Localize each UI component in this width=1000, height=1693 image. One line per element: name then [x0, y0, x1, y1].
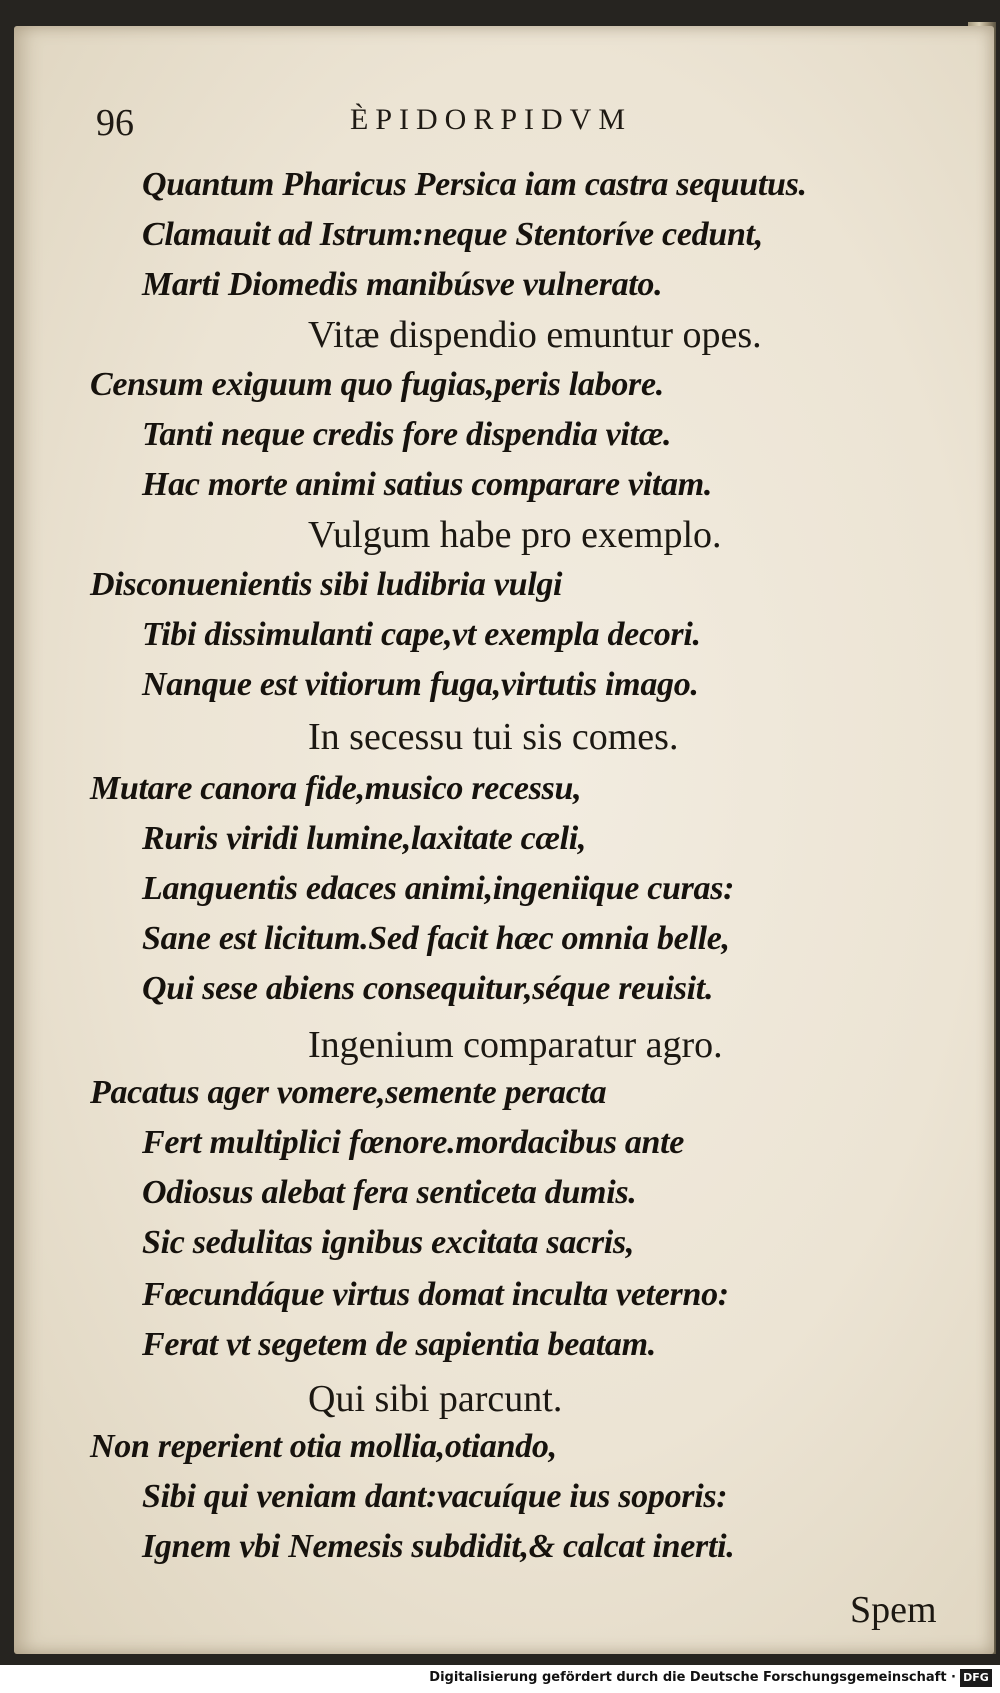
footer-bar	[0, 1665, 1000, 1693]
running-title: ÈPIDORPIDVM	[350, 103, 633, 136]
text-line: Sic sedulitas ignibus excitata sacris,	[142, 1224, 635, 1261]
text-line: Tanti neque credis fore dispendia vitæ.	[142, 416, 672, 453]
text-line: Non reperient otia mollia,otiando,	[90, 1428, 557, 1465]
page-header	[14, 81, 994, 144]
text-line: Nanque est vitiorum fuga,virtutis imago.	[142, 666, 699, 703]
text-line: Languentis edaces animi,ingeniique curas:	[142, 870, 735, 907]
heading-line: Vulgum habe pro exemplo.	[308, 514, 722, 556]
text-line: Clamauit ad Istrum:neque Stentoríve cedunt,	[142, 216, 763, 253]
dfg-logo-icon: DFG	[960, 1669, 992, 1687]
text-line: Sibi qui veniam dant:vacuíque ius soporis:	[142, 1478, 728, 1515]
digitization-credit: Digitalisierung gefördert durch die Deutsche Forschungsgemeinschaft ·	[429, 1670, 956, 1685]
text-line: Fert multiplici fœnore.mordacibus ante	[142, 1124, 685, 1161]
text-line: Hac morte animi satius comparare vitam.	[142, 466, 713, 503]
text-line: Fœcundáque virtus domat inculta veterno:	[142, 1276, 729, 1313]
page-number: 96	[96, 102, 134, 144]
text-line: Quantum Pharicus Persica iam castra sequutus.	[142, 166, 807, 203]
text-line: Disconuenientis sibi ludibria vulgi	[90, 566, 563, 603]
text-line: Ferat vt segetem de sapientia beatam.	[142, 1326, 656, 1363]
heading-line: Qui sibi parcunt.	[308, 1378, 563, 1420]
text-line: Mutare canora fide,musico recessu,	[90, 770, 582, 807]
text-line: Odiosus alebat fera senticeta dumis.	[142, 1174, 637, 1211]
heading-line: In secessu tui sis comes.	[308, 716, 679, 758]
text-line: Censum exiguum quo fugias,peris labore.	[90, 366, 664, 403]
text-line: Tibi dissimulanti cape,vt exempla decori.	[142, 616, 701, 653]
book-page	[14, 26, 994, 1654]
catchword: Spem	[850, 1589, 937, 1631]
heading-line: Vitæ dispendio emuntur opes.	[308, 314, 762, 356]
text-line: Sane est licitum.Sed facit hæc omnia belle,	[142, 920, 730, 957]
text-line: Pacatus ager vomere,semente peracta	[90, 1074, 607, 1111]
text-line: Qui sese abiens consequitur,séque reuisit.	[142, 970, 714, 1007]
text-line: Ignem vbi Nemesis subdidit,& calcat inerti.	[142, 1528, 735, 1565]
heading-line: Ingenium comparatur agro.	[308, 1024, 723, 1066]
text-line: Marti Diomedis manibúsve vulnerato.	[142, 266, 663, 303]
text-line: Ruris viridi lumine,laxitate cæli,	[142, 820, 587, 857]
